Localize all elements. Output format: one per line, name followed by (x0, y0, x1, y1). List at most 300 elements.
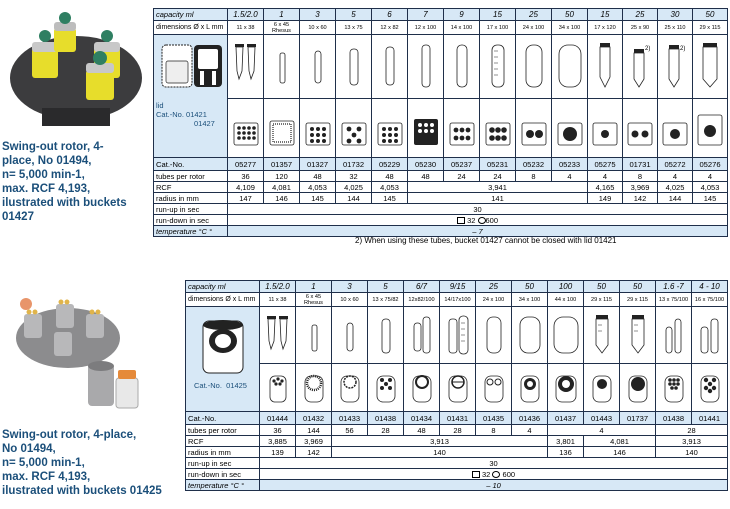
caption-line: place, No 01494, (2, 155, 92, 167)
adapter-grid-icon (624, 107, 656, 149)
cat-cell: 01438 (656, 412, 692, 425)
tube-icon-cell (584, 307, 620, 364)
capacity-cell: 25 (516, 9, 552, 21)
lid-cat-01421: 01421 (186, 110, 207, 119)
tube-icon-cell (623, 35, 658, 99)
conical-tube-icon (623, 313, 653, 357)
dim-cell: 25 x 110 (658, 21, 693, 35)
adapter-grid-icon (374, 107, 406, 149)
capacity-cell: 5 (336, 9, 372, 21)
conical-tube-icon (587, 313, 617, 357)
adapter-cell (336, 98, 372, 157)
round-adapter-icon (443, 370, 473, 406)
row-dimensions (154, 21, 728, 35)
rhesus-tube-icon (267, 41, 297, 91)
tube-icon (303, 41, 333, 91)
radius-cell: 145 (300, 193, 336, 204)
row-rundown (186, 469, 728, 480)
rcf-cell: 4,053 (372, 182, 408, 193)
row-cat-no (154, 158, 728, 171)
tube-icon-cell (368, 307, 404, 364)
caption-line: max. RCF 4,193, (2, 183, 91, 195)
cat-cell: 05272 (658, 158, 693, 171)
label-tubes-per-rotor: tubes per rotor (154, 171, 228, 182)
adapter-cell (440, 364, 476, 412)
cat-cell: 05230 (408, 158, 444, 171)
cat-cell: 01444 (260, 412, 296, 425)
cat-cell: 05275 (588, 158, 623, 171)
rundown-b: 600 (485, 215, 499, 225)
rcf-cell-merged: 3,913 (656, 436, 728, 447)
tube-pair-icon (695, 313, 725, 357)
tube-pair-icon (407, 313, 437, 357)
tube-icon-cell (552, 35, 588, 99)
adapter-grid-icon (694, 107, 726, 149)
label-radius: radius in mm (154, 193, 228, 204)
adapter-cell (516, 98, 552, 157)
cat-cell: 05231 (480, 158, 516, 171)
capacity-cell: 50 (584, 281, 620, 293)
cat-cell: 01432 (296, 412, 332, 425)
microtube-icon (263, 313, 293, 357)
radius-cell: 139 (260, 447, 296, 458)
label-runup: run-up in sec (186, 458, 260, 469)
bucket-panel (186, 307, 260, 412)
caption-line: Swing-out rotor, 4-place, (2, 429, 137, 441)
brake-full-icon (472, 471, 480, 478)
dim-cell: 24 x 100 (476, 293, 512, 307)
round-adapter-icon (335, 370, 365, 406)
caption-line: n= 5,000 min-1, (2, 457, 85, 469)
capacity-cell: 15 (588, 9, 623, 21)
adapter-grid-icon (266, 107, 298, 149)
radius-cell: 142 (623, 193, 658, 204)
tube-icon-cell (372, 35, 408, 99)
tubes-cell: 48 (404, 425, 440, 436)
dim-cell: 12 x 82 (372, 21, 408, 35)
radius-cell-merged: 146 (584, 447, 656, 458)
tube-pair-icon (659, 313, 689, 357)
adapter-grid-icon (659, 107, 691, 149)
bucket-lid-icon (156, 39, 226, 99)
cat-cell: 01434 (404, 412, 440, 425)
dim-cell: 13 x 75 (336, 21, 372, 35)
capacity-cell: 50 (693, 9, 728, 21)
tubes-cell: 24 (480, 171, 516, 182)
label-dimensions: dimensions Ø x L mm (154, 21, 228, 35)
dim-cell: 14/17x100 (440, 293, 476, 307)
label-capacity: capacity ml (186, 281, 260, 293)
tubes-cell: 4 (512, 425, 548, 436)
spec-table-01427 (153, 8, 728, 237)
row-dimensions (186, 293, 728, 307)
cat-cell: 01357 (264, 158, 300, 171)
round-adapter-icon (659, 370, 689, 406)
label-radius: radius in mm (186, 447, 260, 458)
temperature-value: – 7 (228, 226, 728, 237)
row-rcf (186, 436, 728, 447)
capacity-cell: 50 (512, 281, 548, 293)
capacity-cell: 6/7 (404, 281, 440, 293)
tube-icon (375, 41, 405, 91)
lid-cat-01427: 01427 (194, 119, 215, 128)
cat-cell: 01437 (548, 412, 584, 425)
dim-cell: 10 x 60 (300, 21, 336, 35)
cat-cell: 05276 (693, 158, 728, 171)
caption-line: max. RCF 4,193, (2, 471, 91, 483)
row-tubes-per-rotor (154, 171, 728, 182)
lid-panel (154, 35, 228, 158)
row-runup (186, 458, 728, 469)
round-adapter-icon (299, 370, 329, 406)
adapter-cell (444, 98, 480, 157)
tube-icon-cell (692, 307, 728, 364)
dim-cell: 11 x 38 (228, 21, 264, 35)
cat-cell: 01441 (692, 412, 728, 425)
tube-icon-cell (228, 35, 264, 99)
capacity-cell: 100 (548, 281, 584, 293)
rcf-cell: 3,885 (260, 436, 296, 447)
round-bucket-icon (193, 313, 253, 379)
capacity-cell: 30 (658, 9, 693, 21)
dim-cell: 13 x 75/82 (368, 293, 404, 307)
label-capacity: capacity ml (154, 9, 228, 21)
tube-icon-cell (620, 307, 656, 364)
tubes-cell: 4 (552, 171, 588, 182)
caption-line: 01427 (2, 211, 34, 223)
brake-soft-icon (478, 217, 486, 224)
row-tube-icons (186, 307, 728, 364)
tube-icon-cell (264, 35, 300, 99)
tube-icon-cell (408, 35, 444, 99)
label-tubes-per-rotor: tubes per rotor (186, 425, 260, 436)
cat-cell: 01433 (332, 412, 368, 425)
tube-icon-cell (296, 307, 332, 364)
adapter-cell (623, 98, 658, 157)
adapter-cell (332, 364, 368, 412)
caption-line: ilustrated with buckets (2, 197, 127, 209)
tubes-cell: 28 (440, 425, 476, 436)
adapter-grid-icon (554, 107, 586, 149)
capacity-cell: 50 (552, 9, 588, 21)
cat-cell: 05277 (228, 158, 264, 171)
tube-icon-cell (480, 35, 516, 99)
tube-icon-cell (336, 35, 372, 99)
tubes-cell: 4 (588, 171, 623, 182)
tube-icon-cell (440, 307, 476, 364)
tubes-cell: 24 (444, 171, 480, 182)
capacity-cell: 3 (300, 9, 336, 21)
dim-cell: 12x82/100 (404, 293, 440, 307)
adapter-cell (296, 364, 332, 412)
row-cat-no (186, 412, 728, 425)
rcf-cell: 4,025 (658, 182, 693, 193)
adapter-grid-icon (589, 107, 621, 149)
adapter-grid-icon (302, 107, 334, 149)
tube-icon (515, 313, 545, 357)
rundown-b: 600 (502, 469, 516, 479)
radius-cell: 146 (264, 193, 300, 204)
capacity-cell: 50 (620, 281, 656, 293)
conical-tube-icon (625, 41, 655, 91)
dim-cell: 34 x 100 (552, 21, 588, 35)
cat-cell: 01737 (620, 412, 656, 425)
radius-cell-merged: 141 (408, 193, 588, 204)
dim-cell: 29 x 115 (584, 293, 620, 307)
rcf-cell-merged: 3,913 (332, 436, 548, 447)
brake-full-icon (457, 217, 465, 224)
tube-icon (479, 313, 509, 357)
rcf-cell: 4,053 (693, 182, 728, 193)
adapter-cell (264, 98, 300, 157)
row-tube-icons (154, 35, 728, 99)
label-cat-no: Cat.-No. (186, 412, 260, 425)
adapter-cell (588, 98, 623, 157)
radius-cell: 144 (336, 193, 372, 204)
runup-value: 30 (260, 458, 728, 469)
tube-icon-cell (260, 307, 296, 364)
adapter-cell (476, 364, 512, 412)
tube-icon (447, 41, 477, 91)
radius-cell: 145 (693, 193, 728, 204)
dim-cell: 44 x 100 (548, 293, 584, 307)
round-adapter-icon (587, 370, 617, 406)
label-runup: run-up in sec (154, 204, 228, 215)
rundown-values (260, 469, 728, 480)
capacity-cell: 1.5/2.0 (228, 9, 264, 21)
radius-cell-merged: 140 (656, 447, 728, 458)
cat-cell: 01435 (476, 412, 512, 425)
section1-caption (2, 140, 152, 224)
capacity-cell: 1 (296, 281, 332, 293)
tube-icon (335, 313, 365, 357)
capacity-cell: 25 (623, 9, 658, 21)
caption-line: n= 5,000 min-1, (2, 169, 85, 181)
tubes-cell: 4 (693, 171, 728, 182)
round-adapter-icon (515, 370, 545, 406)
capacity-cell: 9/15 (440, 281, 476, 293)
tube-icon-cell (300, 35, 336, 99)
rotor-photo-buckets-01427 (2, 8, 150, 133)
label-dimensions: dimensions Ø x L mm (186, 293, 260, 307)
dim-cell: 16 x 75/100 (692, 293, 728, 307)
capacity-cell: 1.6 -7 (656, 281, 692, 293)
cat-cell: 05237 (444, 158, 480, 171)
dim-cell: 29 x 115 (620, 293, 656, 307)
rundown-a: 32 (467, 215, 476, 225)
label-rcf: RCF (154, 182, 228, 193)
tubes-cell: 32 (336, 171, 372, 182)
adapter-cell (408, 98, 444, 157)
tubes-cell: 28 (368, 425, 404, 436)
rcf-cell: 4,081 (264, 182, 300, 193)
rcf-cell-merged: 3,941 (408, 182, 588, 193)
tube-icon (555, 41, 585, 91)
dim-cell: 6 x 45 Rhesus (296, 293, 332, 307)
microtube-icon (231, 41, 261, 91)
adapter-cell (693, 98, 728, 157)
capacity-cell: 1 (264, 9, 300, 21)
round-adapter-icon (407, 370, 437, 406)
cat-cell: 05232 (516, 158, 552, 171)
radius-cell: 144 (658, 193, 693, 204)
bucket-cat-prefix: Cat.-No. (194, 381, 222, 390)
adapter-cell (584, 364, 620, 412)
tubes-cell: 8 (623, 171, 658, 182)
round-adapter-icon (371, 370, 401, 406)
rotor-photo-buckets-01425 (6, 290, 150, 415)
capacity-cell: 3 (332, 281, 368, 293)
tubes-cell-merged: 28 (656, 425, 728, 436)
capacity-cell: 4 - 10 (692, 281, 728, 293)
row-bucket-adapters (154, 98, 728, 157)
rundown-values (228, 215, 728, 226)
round-adapter-icon (695, 370, 725, 406)
dim-cell: 12 x 100 (408, 21, 444, 35)
dim-cell: 29 x 115 (693, 21, 728, 35)
tubes-cell-merged: 4 (548, 425, 656, 436)
lid-label: lid (156, 101, 164, 110)
bucket-cat-01425: 01425 (226, 381, 247, 390)
rcf-cell-merged: 4,081 (584, 436, 656, 447)
tubes-cell: 48 (300, 171, 336, 182)
tube-icon-cell (548, 307, 584, 364)
rcf-cell: 4,053 (300, 182, 336, 193)
radius-cell-merged: 140 (332, 447, 548, 458)
capacity-cell: 15 (480, 9, 516, 21)
adapter-cell (656, 364, 692, 412)
tube-icon-cell (693, 35, 728, 99)
row-temperature (186, 480, 728, 491)
dim-cell: 11 x 38 (260, 293, 296, 307)
adapter-cell (300, 98, 336, 157)
row-capacity (154, 9, 728, 21)
graduated-tube-pair-icon (443, 313, 473, 357)
radius-cell: 149 (588, 193, 623, 204)
capacity-cell: 1.5/2.0 (260, 281, 296, 293)
label-rundown: run-down in sec (154, 215, 228, 226)
rhesus-tube-icon (299, 313, 329, 357)
row-adapters (186, 364, 728, 412)
capacity-cell: 9 (444, 9, 480, 21)
adapter-grid-icon (338, 107, 370, 149)
tube-icon-cell (656, 307, 692, 364)
label-rundown: run-down in sec (186, 469, 260, 480)
tube-icon-cell (476, 307, 512, 364)
rcf-cell: 3,969 (623, 182, 658, 193)
tube-icon-cell (332, 307, 368, 364)
round-adapter-icon (551, 370, 581, 406)
tubes-cell: 48 (372, 171, 408, 182)
tubes-cell: 144 (296, 425, 332, 436)
row-radius (154, 193, 728, 204)
radius-cell: 147 (228, 193, 264, 204)
row-tubes-per-rotor (186, 425, 728, 436)
capacity-cell: 5 (368, 281, 404, 293)
bottle-icon (551, 313, 581, 357)
capacity-cell: 7 (408, 9, 444, 21)
dim-cell: 13 x 75/100 (656, 293, 692, 307)
adapter-cell (480, 98, 516, 157)
adapter-cell (552, 98, 588, 157)
tubes-cell: 36 (260, 425, 296, 436)
row-runup (154, 204, 728, 215)
dim-cell: 6 x 45 Rhesus (264, 21, 300, 35)
adapter-grid-icon (518, 107, 550, 149)
dim-cell: 24 x 100 (516, 21, 552, 35)
tubes-cell: 48 (408, 171, 444, 182)
footnote-2-marker: 2) (645, 46, 651, 53)
adapter-grid-icon (410, 107, 442, 149)
graduated-tube-icon (483, 41, 513, 91)
tubes-cell: 56 (332, 425, 368, 436)
adapter-cell (620, 364, 656, 412)
row-temperature (154, 226, 728, 237)
label-temperature: temperature °C ° (186, 480, 260, 491)
round-adapter-icon (623, 370, 653, 406)
adapter-cell (372, 98, 408, 157)
tube-icon-cell (444, 35, 480, 99)
adapter-cell (692, 364, 728, 412)
dim-cell: 34 x 100 (512, 293, 548, 307)
cat-cell: 01431 (440, 412, 476, 425)
adapter-cell (228, 98, 264, 157)
adapter-cell (512, 364, 548, 412)
cat-cell: 05233 (552, 158, 588, 171)
tube-icon (519, 41, 549, 91)
adapter-grid-icon (230, 107, 262, 149)
dim-cell: 17 x 100 (480, 21, 516, 35)
cat-cell: 05229 (372, 158, 408, 171)
dim-cell: 17 x 120 (588, 21, 623, 35)
adapter-cell (368, 364, 404, 412)
row-radius (186, 447, 728, 458)
cat-cell: 01436 (512, 412, 548, 425)
caption-line: No 01494, (2, 443, 56, 455)
brake-soft-icon (492, 471, 500, 478)
rcf-cell: 3,969 (296, 436, 332, 447)
cat-cell: 01327 (300, 158, 336, 171)
footnote-2-marker: 2) (680, 46, 686, 53)
adapter-grid-icon (482, 107, 514, 149)
label-cat-no: Cat.-No. (154, 158, 228, 171)
caption-line: Swing-out rotor, 4- (2, 141, 104, 153)
dim-cell: 10 x 60 (332, 293, 368, 307)
tube-icon-cell (658, 35, 693, 99)
label-rcf: RCF (186, 436, 260, 447)
tubes-cell: 4 (658, 171, 693, 182)
tubes-cell: 8 (476, 425, 512, 436)
adapter-cell (260, 364, 296, 412)
dim-cell: 14 x 100 (444, 21, 480, 35)
tube-icon-cell (516, 35, 552, 99)
runup-value: 30 (228, 204, 728, 215)
rcf-cell: 4,165 (588, 182, 623, 193)
cat-cell: 01438 (368, 412, 404, 425)
radius-cell: 142 (296, 447, 332, 458)
conical-tube-icon (695, 41, 725, 91)
cat-cell: 01732 (336, 158, 372, 171)
tube-icon-cell (404, 307, 440, 364)
conical-tube-icon (590, 41, 620, 91)
spec-table-01425 (185, 280, 728, 491)
radius-cell: 145 (372, 193, 408, 204)
row-capacity (186, 281, 728, 293)
cat-cell: 01443 (584, 412, 620, 425)
rcf-cell: 3,801 (548, 436, 584, 447)
label-temperature: temperature °C ° (154, 226, 228, 237)
temperature-value: – 10 (260, 480, 728, 491)
